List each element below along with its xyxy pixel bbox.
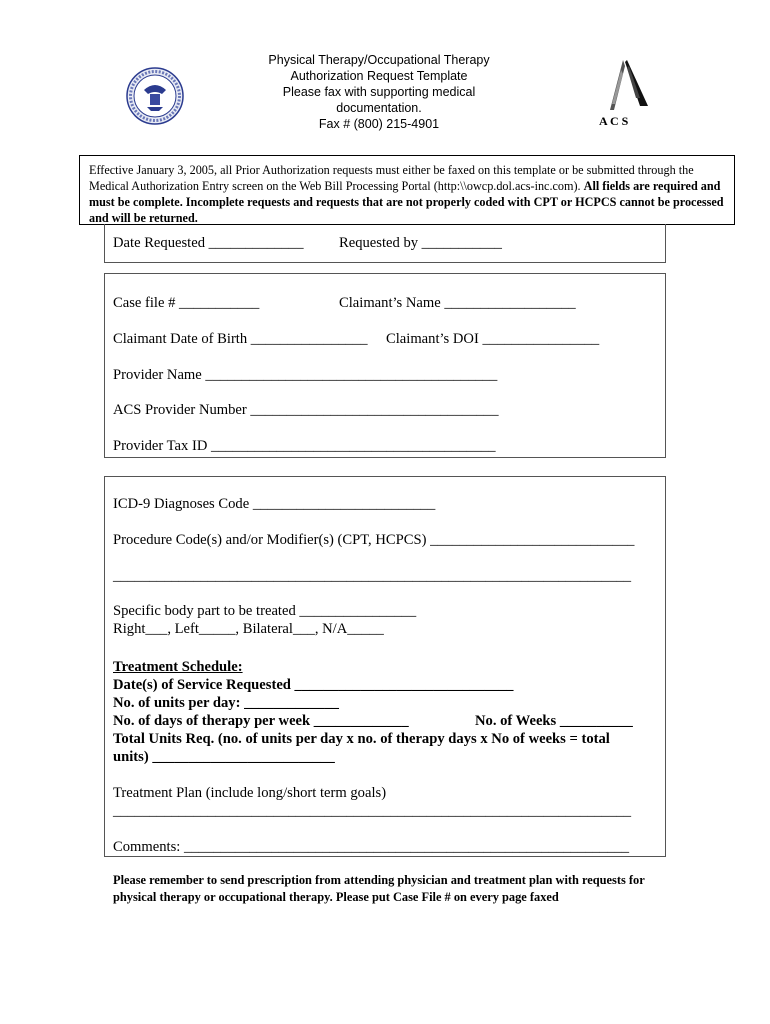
title-line-4: documentation. xyxy=(336,101,422,115)
units-per-day-field[interactable]: No. of units per day: _____________ xyxy=(113,695,339,711)
claimant-dob-field[interactable]: Claimant Date of Birth ________________ xyxy=(113,331,368,347)
claimant-name-field[interactable]: Claimant’s Name __________________ xyxy=(339,295,576,311)
acs-logo-text: A C S xyxy=(599,114,629,128)
icd9-field[interactable]: ICD-9 Diagnoses Code _________________________ xyxy=(113,496,436,512)
claimant-provider-section xyxy=(104,273,666,458)
body-part-field[interactable]: Specific body part to be treated ________________ xyxy=(113,603,417,619)
title-line-1: Physical Therapy/Occupational Therapy xyxy=(268,53,490,67)
case-file-field[interactable]: Case file # ___________ xyxy=(113,295,260,311)
comments-field[interactable]: Comments: _____________________________________________________________ xyxy=(113,839,630,855)
treatment-plan-line[interactable]: _______________________________________________________________________ xyxy=(113,803,632,819)
treatment-plan-label: Treatment Plan (include long/short term goals) xyxy=(113,785,387,801)
form-title xyxy=(248,52,510,132)
title-line-2: Authorization Request Template xyxy=(290,69,468,83)
provider-name-field[interactable]: Provider Name ________________________________________ xyxy=(113,367,498,383)
number-of-weeks-field[interactable]: No. of Weeks __________ xyxy=(475,713,633,729)
treatment-section xyxy=(104,476,666,857)
procedure-extra-line[interactable]: _______________________________________________________________________ xyxy=(113,568,632,584)
provider-tax-id-field[interactable]: Provider Tax ID _______________________________________ xyxy=(113,438,496,454)
request-section xyxy=(104,224,666,263)
side-options[interactable]: Right___, Left_____, Bilateral___, N/A_____ xyxy=(113,621,384,637)
notice-text: Effective January 3, 2005, all Prior Authorization requests must either be faxed on this template or be submitted through the Medical Authorization Entry screen on the Web Bill Processing Portal (http:\\owcp.dol.acs-inc.com). xyxy=(89,163,694,193)
days-per-week-field[interactable]: No. of days of therapy per week _____________ xyxy=(113,713,409,729)
requested-by-field[interactable]: Requested by ___________ xyxy=(339,235,502,251)
notice-box xyxy=(79,155,735,225)
notice-bold-text: All fields are required and must be complete. Incomplete requests and requests that are not properly coded with CPT or HCPCS cannot be processed and will be returned. xyxy=(89,179,724,225)
dates-of-service-field[interactable]: Date(s) of Service Requested ______________________________ xyxy=(113,677,514,693)
total-units-label: Total Units Req. (no. of units per day x no. of therapy days x No of weeks = total xyxy=(113,731,610,747)
total-units-field[interactable]: units) _________________________ xyxy=(113,749,335,765)
footer-reminder: Please remember to send prescription from attending physician and treatment plan with requests for physical therapy or occupational therapy. Please put Case File # on every page faxed xyxy=(113,873,645,904)
fax-number: Fax # (800) 215-4901 xyxy=(318,117,440,131)
treatment-schedule-heading: Treatment Schedule: xyxy=(113,659,243,675)
claimant-doi-field[interactable]: Claimant’s DOI ________________ xyxy=(386,331,600,347)
procedure-code-field[interactable]: Procedure Code(s) and/or Modifier(s) (CPT, HCPCS) ____________________________ xyxy=(113,532,635,548)
date-requested-field[interactable]: Date Requested _____________ xyxy=(113,235,304,251)
title-line-3: Please fax with supporting medical xyxy=(282,85,476,99)
department-of-labor-seal-icon xyxy=(126,66,184,126)
acs-provider-number-field[interactable]: ACS Provider Number __________________________________ xyxy=(113,402,499,418)
